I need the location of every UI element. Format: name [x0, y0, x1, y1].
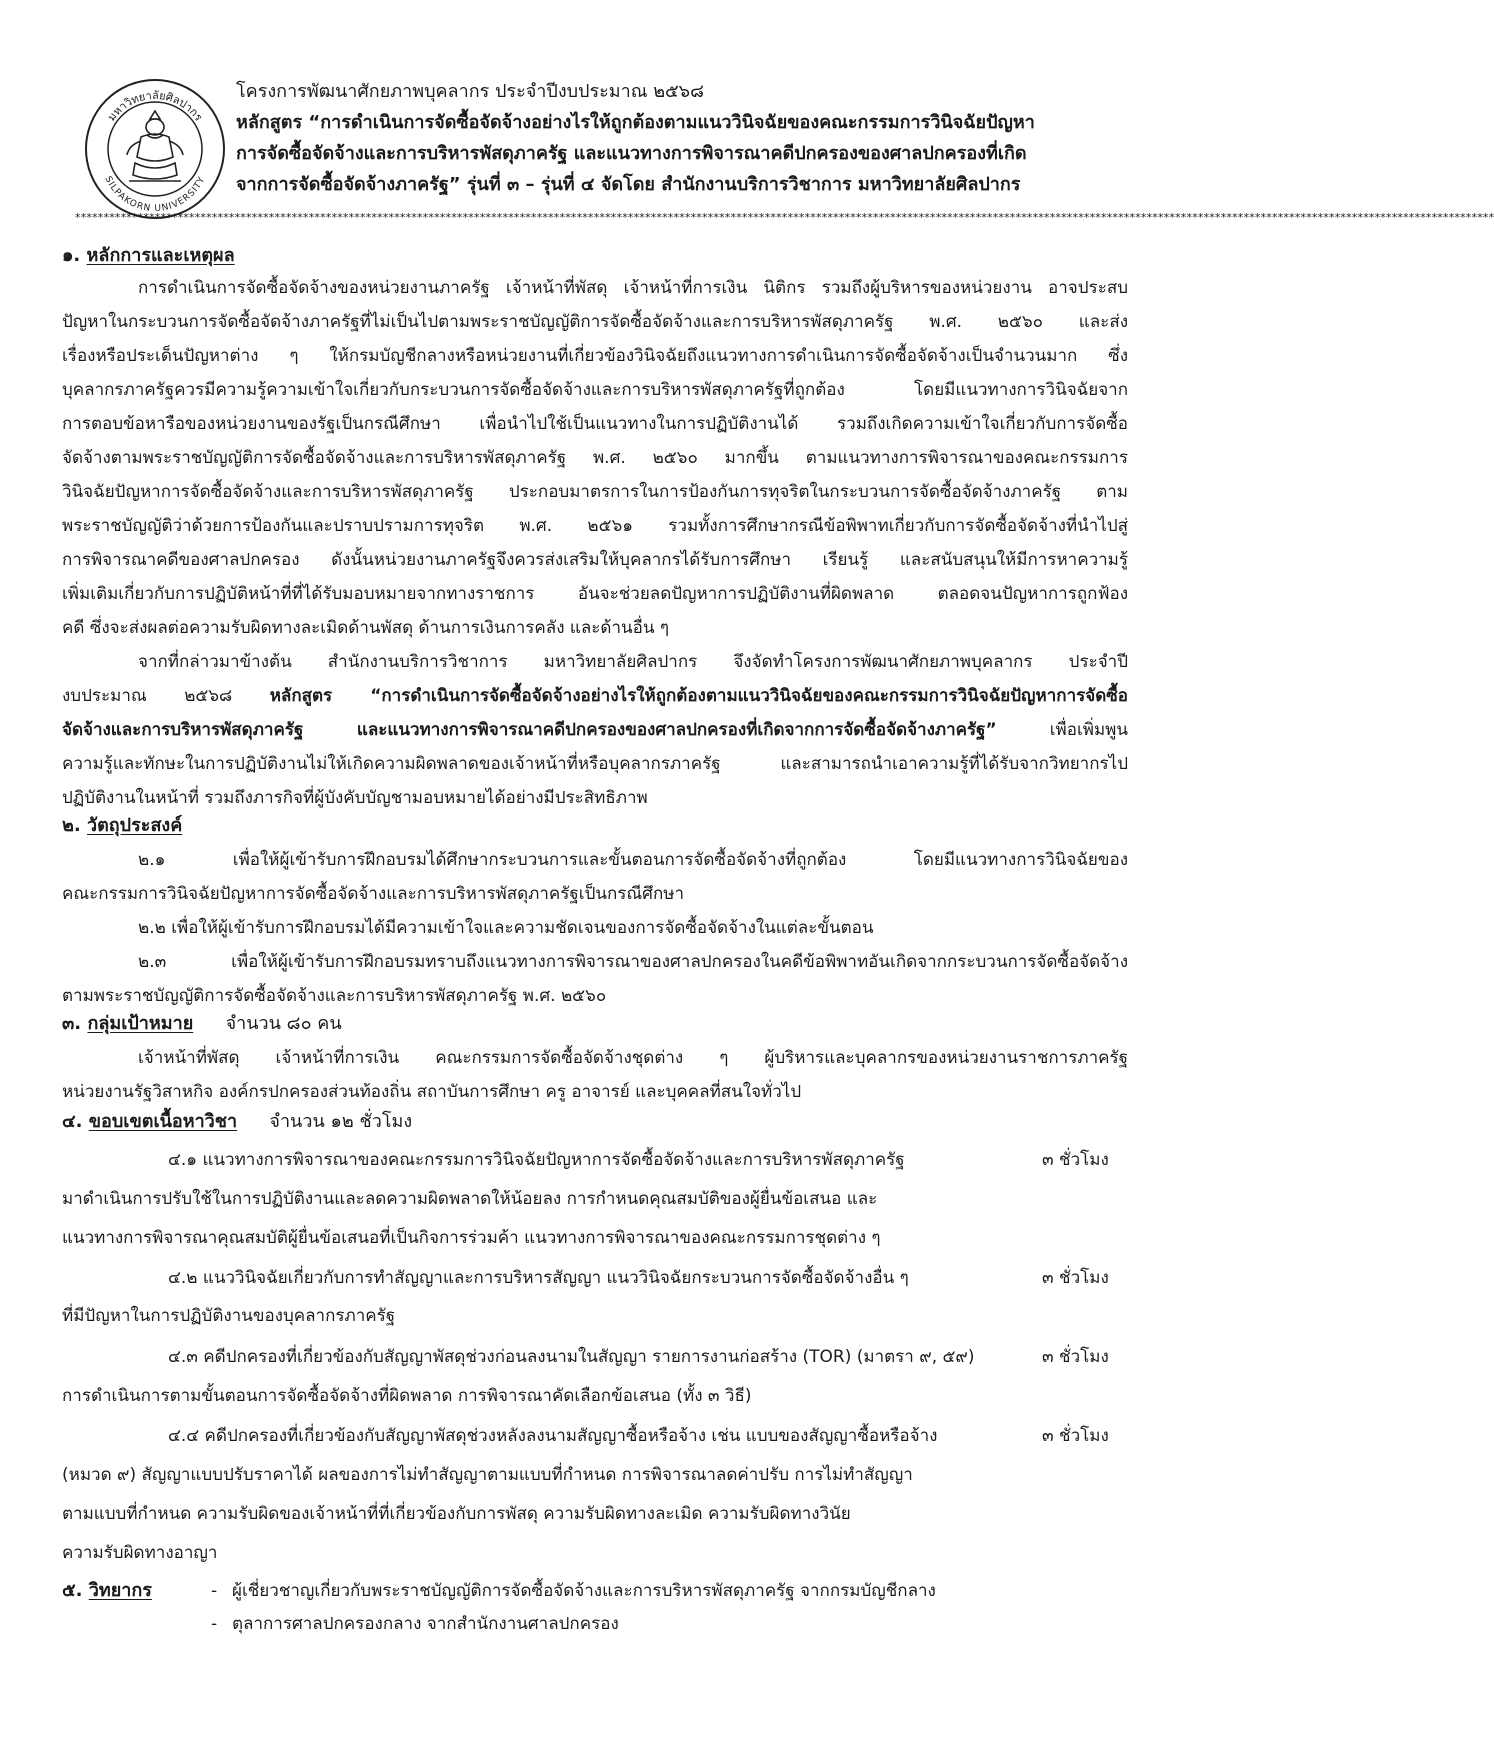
s1-p1-line-3: เรื่องหรือประเด็นปัญหาต่าง ๆ ให้กรมบัญชีกลางหรือหน่วยงานที่เกี่ยวข้องวินิจฉัยถึงแนวทางการดำเนินการจัดซื้อจัดจ้างเป็นจำนวนมาก ซึ่ง [62, 346, 1128, 366]
s2-item-1-line-1: ๒.๑ เพื่อให้ผู้เข้ารับการฝึกอบรมได้ศึกษากระบวนการและขั้นตอนการจัดซื้อจัดจ้างที่ถูกต้อง โดยมีแนวทางการวินิจฉัยของ [138, 850, 1128, 870]
header-project-line: โครงการพัฒนาศักยภาพบุคลากร ประจำปีงบประมาณ ๒๕๖๘ [236, 81, 704, 102]
s1-p1-line-10: เพิ่มเติมเกี่ยวกับการปฏิบัติหน้าที่ที่ได้รับมอบหมายจากทางราชการ อันจะช่วยลดปัญหาการปฏิบัติงานที่ผิดพลาด ตลอดจนปัญหาการถูกฟ้อง [62, 584, 1128, 604]
header-course-line-2: การจัดซื้อจัดจ้างและการบริหารพัสดุภาครัฐ และแนวทางการพิจารณาคดีปกครองของศาลปกครองที่เกิด [236, 143, 1027, 164]
s1-p1-line-9: การพิจารณาคดีของศาลปกครอง ดังนั้นหน่วยงานภาครัฐจึงควรส่งเสริมให้บุคลากรได้รับการศึกษา เรียนรู้ และสนับสนุนให้มีการหาความรู้ [62, 550, 1128, 570]
speaker-1-bullet: - [211, 1581, 218, 1601]
section-3-number: ๓. [62, 1013, 82, 1034]
s1-p2-line-3-b: เพื่อเพิ่มพูน [996, 720, 1128, 740]
header-course-line-1: หลักสูตร “การดำเนินการจัดซื้อจัดจ้างอย่างไรให้ถูกต้องตามแนววินิจฉัยของคณะกรรมการวินิจฉัยปัญหา [236, 112, 1035, 133]
section-1-title: หลักการและเหตุผล [86, 245, 235, 266]
s1-p2-line-1: จากที่กล่าวมาข้างต้น สำนักงานบริการวิชาการ มหาวิทยาลัยศิลปากร จึงจัดทำโครงการพัฒนาศักยภาพบุคลากร ประจำปี [138, 652, 1128, 672]
s2-item-1-line-2: คณะกรรมการวินิจฉัยปัญหาการจัดซื้อจัดจ้างและการบริหารพัสดุภาครัฐเป็นกรณีศึกษา [62, 884, 685, 904]
section-3-count: จำนวน ๘๐ คน [225, 1013, 342, 1034]
header-course-line-3: จากการจัดซื้อจัดจ้างภาครัฐ” รุ่นที่ ๓ – รุ่นที่ ๔ จัดโดย สำนักงานบริการวิชาการ มหาวิทยาลัยศิลปากร [236, 174, 1021, 195]
speaker-2-bullet: - [211, 1614, 218, 1634]
s1-p1-line-1: การดำเนินการจัดซื้อจัดจ้างของหน่วยงานภาครัฐ เจ้าหน้าที่พัสดุ เจ้าหน้าที่การเงิน นิติกร รวมถึงผู้บริหารของหน่วยงาน อาจประสบ [138, 278, 1128, 298]
s4-item-1-line-1: ๔.๑ แนวทางการพิจารณาของคณะกรรมการวินิจฉัยปัญหาการจัดซื้อจัดจ้างและการบริหารพัสดุภาครัฐ [168, 1150, 905, 1170]
s1-p1-line-11: คดี ซึ่งจะส่งผลต่อความรับผิดทางละเมิดด้านพัสดุ ด้านการเงินการคลัง และด้านอื่น ๆ [62, 618, 669, 638]
s3-line-2: หน่วยงานรัฐวิสาหกิจ องค์กรปกครองส่วนท้องถิ่น สถาบันการศึกษา ครู อาจารย์ และบุคคลที่สนใจทั่วไป [62, 1082, 802, 1102]
s1-p2-line-2 [62, 682, 1128, 710]
s4-item-4-line-2: (หมวด ๙) สัญญาแบบปรับราคาได้ ผลของการไม่ทำสัญญาตามแบบที่กำหนด การพิจารณาลดค่าปรับ การไม่ทำสัญญา [62, 1465, 913, 1485]
section-2-title: วัตถุประสงค์ [86, 815, 183, 836]
section-5-number: ๕. [62, 1580, 83, 1601]
section-2-number: ๒. [62, 815, 81, 836]
section-4-number: ๔. [62, 1111, 83, 1132]
section-4-title: ขอบเขตเนื้อหาวิชา [88, 1111, 238, 1132]
s4-item-2-line-2: ที่มีปัญหาในการปฏิบัติงานของบุคลากรภาครัฐ [62, 1306, 396, 1326]
section-4-heading [62, 1108, 412, 1136]
s4-item-2-hours: ๓ ชั่วโมง [1042, 1268, 1109, 1288]
s1-p1-line-5: การตอบข้อหารือของหน่วยงานของรัฐเป็นกรณีศึกษา เพื่อนำไปใช้เป็นแนวทางในการปฏิบัติงานได้ รวมถึงเกิดความเข้าใจเกี่ยวกับการจัดซื้อ [62, 414, 1128, 434]
s4-item-4-line-3: ตามแบบที่กำหนด ความรับผิดของเจ้าหน้าที่ที่เกี่ยวข้องกับการพัสดุ ความรับผิดทางละเมิด ความรับผิดทางวินัย [62, 1504, 851, 1524]
speaker-2: ตุลาการศาลปกครองกลาง จากสำนักงานศาลปกครอง [232, 1614, 619, 1634]
s1-p2-line-2-a: งบประมาณ ๒๕๖๘ [62, 686, 270, 706]
s4-item-4-line-1: ๔.๔ คดีปกครองที่เกี่ยวข้องกับสัญญาพัสดุช่วงหลังลงนามสัญญาซื้อหรือจ้าง เช่น แบบของสัญญาซื้อหรือจ้าง [168, 1426, 938, 1446]
s4-item-1-hours: ๓ ชั่วโมง [1042, 1150, 1109, 1170]
s4-item-4-line-4: ความรับผิดทางอาญา [62, 1543, 218, 1563]
section-1-heading [62, 242, 235, 270]
section-3-heading [62, 1010, 342, 1038]
header-separator: ********************************************************************************************************************************************************************************************************************************************************* [75, 211, 1494, 224]
section-1-number: ๑. [62, 245, 81, 266]
s4-item-2-line-1: ๔.๒ แนววินิจฉัยเกี่ยวกับการทำสัญญาและการบริหารสัญญา แนววินิจฉัยกระบวนการจัดซื้อจัดจ้างอื่น ๆ [168, 1268, 909, 1288]
s1-p2-course-title-2: จัดจ้างและการบริหารพัสดุภาครัฐ และแนวทางการพิจารณาคดีปกครองของศาลปกครองที่เกิดจากการจัดซื้อจัดจ้างภาครัฐ” [62, 720, 997, 740]
s2-item-2-line-1: ๒.๒ เพื่อให้ผู้เข้ารับการฝึกอบรมได้มีความเข้าใจและความชัดเจนของการจัดซื้อจัดจ้างในแต่ละขั้นตอน [138, 918, 874, 938]
s4-item-3-line-1: ๔.๓ คดีปกครองที่เกี่ยวข้องกับสัญญาพัสดุช่วงก่อนลงนามในสัญญา รายการงานก่อสร้าง (TOR) (มาตรา ๙, ๕๙) [168, 1347, 975, 1367]
s1-p2-course-title-1: หลักสูตร “การดำเนินการจัดซื้อจัดจ้างอย่างไรให้ถูกต้องตามแนววินิจฉัยของคณะกรรมการวินิจฉัยปัญหาการจัดซื้อ [269, 686, 1128, 706]
section-5-heading [62, 1577, 152, 1605]
s1-p2-line-4: ความรู้และทักษะในการปฏิบัติงานไม่ให้เกิดความผิดพลาดของเจ้าหน้าที่หรือบุคลากรภาครัฐ และสามารถนำเอาความรู้ที่ได้รับจากวิทยากรไป [62, 754, 1128, 774]
section-4-count: จำนวน ๑๒ ชั่วโมง [269, 1111, 413, 1132]
s1-p1-line-7: วินิจฉัยปัญหาการจัดซื้อจัดจ้างและการบริหารพัสดุภาครัฐ ประกอบมาตรการในการป้องกันการทุจริตในกระบวนการจัดซื้อจัดจ้างภาครัฐ ตาม [62, 482, 1128, 502]
seal-text-bottom: SILPAKORN UNIVERSITY [102, 174, 208, 215]
s2-item-3-line-2: ตามพระราชบัญญัติการจัดซื้อจัดจ้างและการบริหารพัสดุภาครัฐ พ.ศ. ๒๕๖๐ [62, 986, 607, 1006]
s1-p2-line-3 [62, 716, 1128, 744]
s2-item-3-line-1: ๒.๓ เพื่อให้ผู้เข้ารับการฝึกอบรมทราบถึงแนวทางการพิจารณาของศาลปกครองในคดีข้อพิพาทอันเกิดจากกระบวนการจัดซื้อจัดจ้าง [138, 952, 1128, 972]
s4-item-1-line-3: แนวทางการพิจารณาคุณสมบัติผู้ยื่นข้อเสนอที่เป็นกิจการร่วมค้า แนวทางการพิจารณาของคณะกรรมการชุดต่าง ๆ [62, 1228, 881, 1248]
section-3-title: กลุ่มเป้าหมาย [87, 1013, 194, 1034]
section-5-title: วิทยากร [88, 1580, 152, 1601]
s4-item-3-line-2: การดำเนินการตามขั้นตอนการจัดซื้อจัดจ้างที่ผิดพลาด การพิจารณาคัดเลือกข้อเสนอ (ทั้ง ๓ วิธี) [62, 1386, 752, 1406]
s1-p1-line-8: พระราชบัญญัติว่าด้วยการป้องกันและปราบปรามการทุจริต พ.ศ. ๒๕๖๑ รวมทั้งการศึกษากรณีข้อพิพาทเกี่ยวกับการจัดซื้อจัดจ้างที่นำไปสู่ [62, 516, 1128, 536]
s1-p1-line-2: ปัญหาในกระบวนการจัดซื้อจัดจ้างภาครัฐที่ไม่เป็นไปตามพระราชบัญญัติการจัดซื้อจัดจ้างและการบริหารพัสดุภาครัฐ พ.ศ. ๒๕๖๐ และส่ง [62, 312, 1128, 332]
seal-text-top: มหาวิทยาลัยศิลปากร [104, 88, 206, 124]
university-seal-logo [83, 77, 228, 222]
speaker-1: ผู้เชี่ยวชาญเกี่ยวกับพระราชบัญญัติการจัดซื้อจัดจ้างและการบริหารพัสดุภาครัฐ จากกรมบัญชีกลาง [232, 1581, 936, 1601]
s3-line-1: เจ้าหน้าที่พัสดุ เจ้าหน้าที่การเงิน คณะกรรมการจัดซื้อจัดจ้างชุดต่าง ๆ ผู้บริหารและบุคลากรของหน่วยงานราชการภาครัฐ [138, 1048, 1128, 1068]
s4-item-1-line-2: มาดำเนินการปรับใช้ในการปฏิบัติงานและลดความผิดพลาดให้น้อยลง การกำหนดคุณสมบัติของผู้ยื่นข้อเสนอ และ [62, 1189, 878, 1209]
section-2-heading [62, 812, 182, 840]
s1-p1-line-6: จัดจ้างตามพระราชบัญญัติการจัดซื้อจัดจ้างและการบริหารพัสดุภาครัฐ พ.ศ. ๒๕๖๐ มากขึ้น ตามแนวทางการพิจารณาของคณะกรรมการ [62, 448, 1128, 468]
s4-item-3-hours: ๓ ชั่วโมง [1042, 1347, 1109, 1367]
s4-item-4-hours: ๓ ชั่วโมง [1042, 1426, 1109, 1446]
s1-p2-line-5: ปฏิบัติงานในหน้าที่ รวมถึงภารกิจที่ผู้บังคับบัญชามอบหมายได้อย่างมีประสิทธิภาพ [62, 788, 648, 808]
s1-p1-line-4: บุคลากรภาครัฐควรมีความรู้ความเข้าใจเกี่ยวกับกระบวนการจัดซื้อจัดจ้างและการบริหารพัสดุภาครัฐที่ถูกต้อง โดยมีแนวทางการวินิจฉัยจาก [62, 380, 1128, 400]
